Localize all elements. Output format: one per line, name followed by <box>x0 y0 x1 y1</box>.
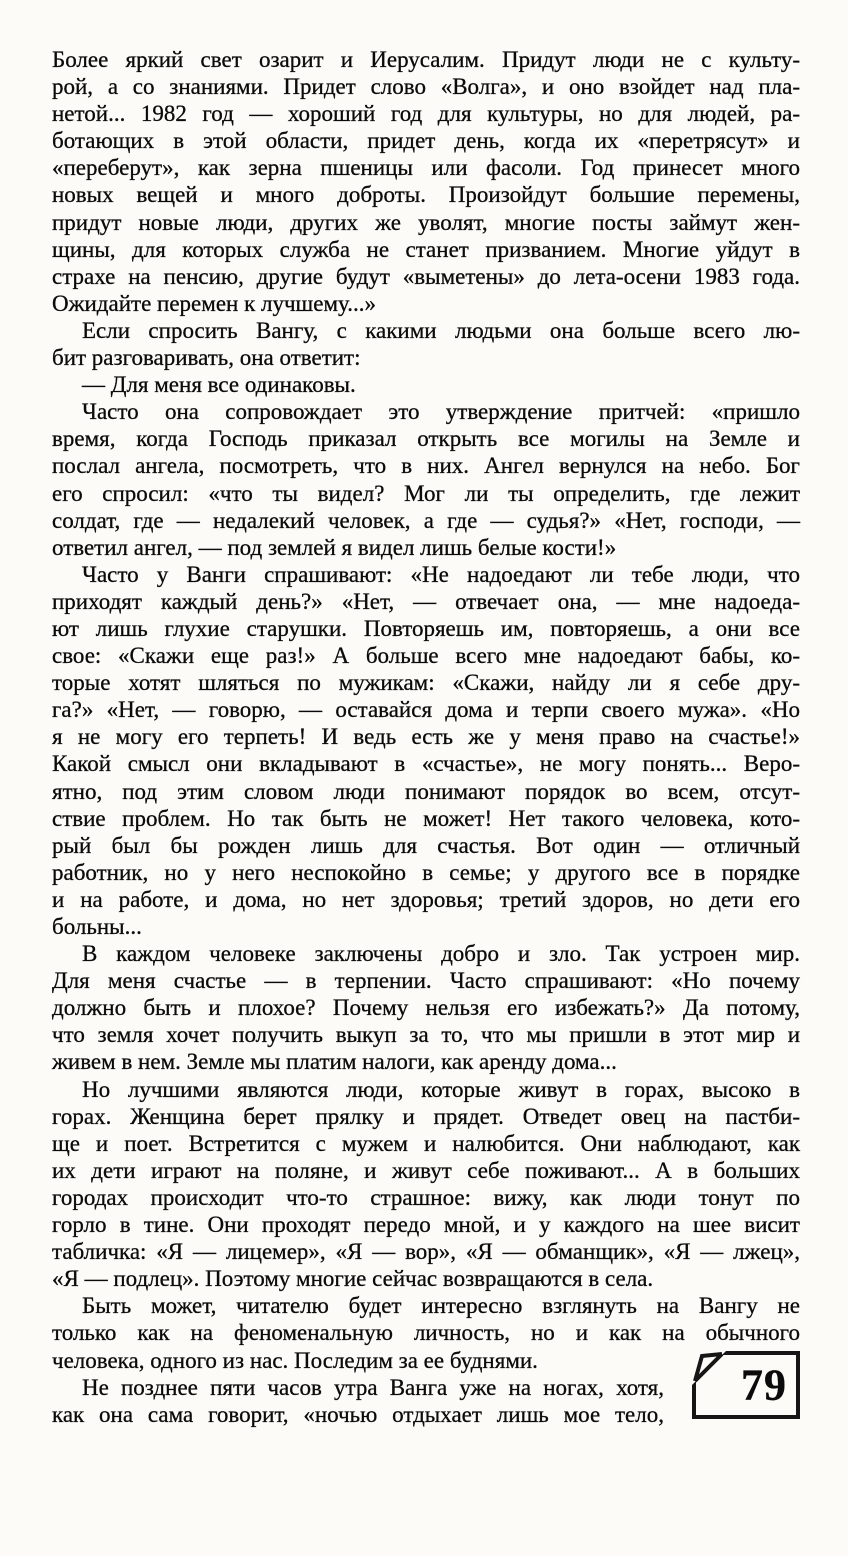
text-line: ствие проблем. Но так быть не может! Нет такого человека, кото- <box>52 805 800 831</box>
text-line: торые хотят шляться по мужикам: «Скажи, найду ли я себе дру- <box>52 670 800 696</box>
text-line: только как на феноменальную личность, но и как на обычного <box>52 1320 800 1346</box>
text-line: придут новые люди, других же уволят, многие посты займут жен- <box>52 209 800 235</box>
text-line: га?» «Нет, — говорю, — оставайся дома и терпи своего мужа». «Но <box>52 697 800 723</box>
text-line: его спросил: «что ты видел? Мог ли ты определить, где лежит <box>52 480 800 506</box>
page-number: 79 <box>741 1360 787 1410</box>
text-line: рой, а со знаниями. Придет слово «Волга», и оно взойдет над пла- <box>52 74 800 100</box>
text-line: работник, но у него неспокойно в семье; у другого все в порядке <box>52 859 800 885</box>
text-line: щины, для которых служба не станет призванием. Многие уйдут в <box>52 236 800 262</box>
paragraph <box>52 561 800 940</box>
text-line: и на работе, и дома, но нет здоровья; третий здоров, но дети его <box>52 886 800 912</box>
text-line: рый был бы рожден лишь для счастья. Вот один — отличный <box>52 832 800 858</box>
paragraph <box>52 46 800 317</box>
text-line: Если спросить Вангу, с какими людьми она больше всего лю- <box>82 317 800 343</box>
text-line: что земля хочет получить выкуп за то, что мы пришли в этот мир и <box>52 1022 800 1048</box>
text-line: живем в нем. Земле мы платим налоги, как аренду дома... <box>52 1049 617 1075</box>
text-line: табличка: «Я — лицемер», «Я — вор», «Я — обманщик», «Я — лжец», <box>52 1239 800 1265</box>
text-line: человека, одного из нас. Последим за ее буднями. <box>52 1347 538 1373</box>
text-line: бит разговаривать, она ответит: <box>52 345 361 371</box>
text-line: как она сама говорит, «ночью отдыхает лишь мое тело, <box>52 1401 664 1427</box>
text-line: Какой смысл они вкладывают в «счастье», не могу понять... Веро- <box>52 751 800 777</box>
text-line: ще и поет. Встретится с мужем и налюбится. Они наблюдают, как <box>52 1130 800 1156</box>
text-line: горло в тине. Они проходят передо мной, и у каждого на шее висит <box>52 1212 800 1238</box>
text-line: В каждом человеке заключены добро и зло. Так устроен мир. <box>82 941 800 967</box>
paragraph <box>52 317 800 371</box>
text-line: ют лишь глухие старушки. Повторяешь им, повторяешь, а они все <box>52 615 800 641</box>
text-line: Часто она сопровождает это утверждение притчей: «пришло <box>82 399 800 425</box>
text-line: должно быть и плохое? Почему нельзя его избежать?» Да потому, <box>52 995 800 1021</box>
text-line: новых вещей и много доброты. Произойдут большие перемены, <box>52 182 800 208</box>
text-line: ответил ангел, — под землей я видел лишь белые кости!» <box>52 534 617 560</box>
text-line: приходят каждый день?» «Нет, — отвечает она, — мне надоеда- <box>52 588 800 614</box>
text-line: ятно, под этим словом люди понимают порядок во всем, отсут- <box>52 778 800 804</box>
text-line: нетой... 1982 год — хороший год для культуры, но для людей, ра- <box>52 101 800 127</box>
text-line: ботающих в этой области, придет день, когда их «перетрясут» и <box>52 128 800 154</box>
text-line: — Для меня все одинаковы. <box>82 372 356 398</box>
paragraph <box>52 1076 800 1293</box>
text-line: Ожидайте перемен к лучшему...» <box>52 290 376 316</box>
text-line: я не могу его терпеть! И ведь есть же у меня право на счастье!» <box>52 724 800 750</box>
text-line: Не позднее пяти часов утра Ванга уже на ногах, хотя, <box>82 1374 664 1400</box>
text-line: Для меня счастье — в терпении. Часто спрашивают: «Но почему <box>52 968 800 994</box>
text-line: «Я — подлец». Поэтому многие сейчас возвращаются в села. <box>52 1266 654 1292</box>
page-number-box <box>692 1351 800 1419</box>
text-line: время, когда Господь приказал открыть все могилы на Земле и <box>52 426 800 452</box>
paragraph <box>52 371 800 398</box>
paragraph <box>52 398 800 561</box>
text-line: больны... <box>52 914 142 939</box>
paragraph <box>52 1292 800 1373</box>
page-corner-fold-icon <box>692 1351 726 1385</box>
text-line: свое: «Скажи еще раз!» А больше всего мне надоедают бабы, ко- <box>52 643 800 669</box>
text-line: «переберут», как зерна пшеницы или фасоли. Год принесет много <box>52 155 800 181</box>
text-line: послал ангела, посмотреть, что в них. Ангел вернулся на небо. Бог <box>52 453 800 479</box>
text-line: Более яркий свет озарит и Иерусалим. Придут люди не с культу- <box>52 47 800 72</box>
paragraph <box>52 1374 800 1428</box>
text-line: Часто у Ванги спрашивают: «Не надоедают ли тебе люди, что <box>82 561 800 587</box>
text-line: их дети играют на поляне, и живут себе поживают... А в больших <box>52 1157 800 1183</box>
text-line: городах происходит что-то страшное: вижу, как люди тонут по <box>52 1184 800 1210</box>
text-line: солдат, где — недалекий человек, а где — судья?» «Нет, господи, — <box>52 507 800 533</box>
text-block <box>52 46 800 1428</box>
text-line: Быть может, читателю будет интересно взглянуть на Вангу не <box>82 1293 800 1319</box>
text-line: горах. Женщина берет прялку и прядет. Отведет овец на пастби- <box>52 1103 800 1129</box>
paragraph <box>52 940 800 1075</box>
text-line: Но лучшими являются люди, которые живут в горах, высоко в <box>82 1076 800 1102</box>
text-line: страхе на пенсию, другие будут «выметены» до лета-осени 1983 года. <box>52 263 800 289</box>
